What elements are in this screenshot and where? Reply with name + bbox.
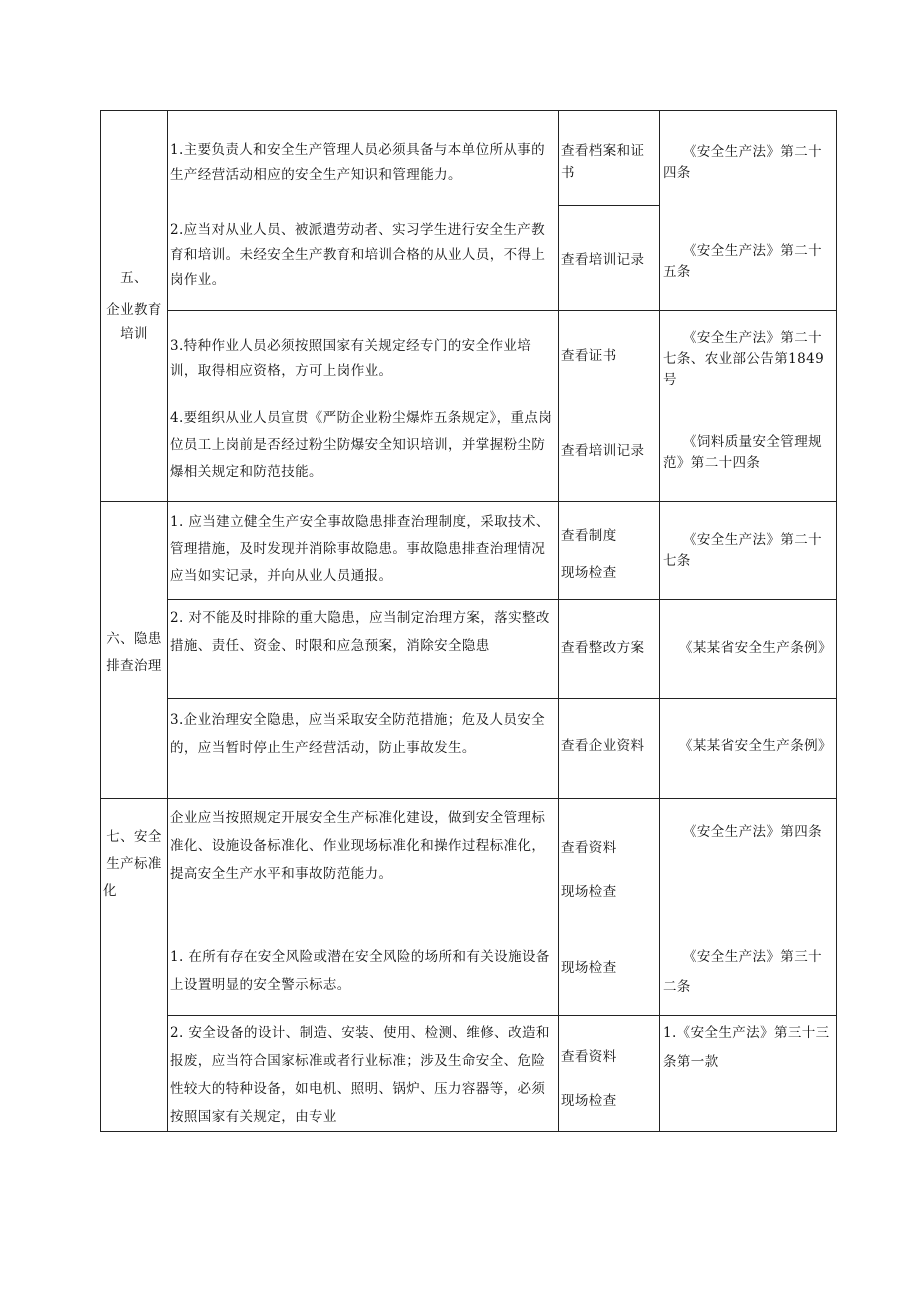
check-method-cell: 查看资料 现场检查 [561, 840, 617, 900]
section-divider [100, 501, 837, 502]
column-divider [659, 110, 660, 1132]
table-border-top [100, 110, 837, 111]
table-border-bottom [100, 1131, 837, 1132]
legal-basis-cell: 《安全生产法》第二十四条 [663, 144, 822, 181]
requirement-cell: 4.要组织从业人员宣贯《严防企业粉尘爆炸五条规定》，重点岗位员工上岗前是否经过粉尘防爆安全知识培训，并掌握粉尘防爆相关规定和防范技能。 [170, 410, 553, 480]
check-method-cell: 查看档案和证书 [561, 143, 645, 181]
legal-basis-cell: 《安全生产法》第二十七条 [663, 532, 822, 569]
column-divider [167, 110, 168, 1132]
row-divider [558, 205, 659, 206]
check-method-cell: 查看培训记录 [561, 252, 645, 268]
category-cell: 六、隐患 排查治理 [106, 631, 162, 674]
check-method-cell: 现场检查 [561, 960, 617, 976]
requirement-cell: 2.应当对从业人员、被派遣劳动者、实习学生进行安全生产教育和培训。未经安全生产教育和培训合格的从业人员，不得上岗作业。 [170, 222, 546, 288]
requirement-cell: 1. 在所有存在安全风险或潜在安全风险的场所和有关设施设备上设置明显的安全警示标志。 [170, 949, 550, 993]
row-divider [167, 698, 837, 699]
category-cell: 七、安全 生产标准 化 [103, 829, 162, 899]
legal-basis-cell: 《安全生产法》第二十七条、农业部公告第1849号 [663, 330, 825, 388]
legal-basis-cell: 《某某省安全生产条例》 [679, 738, 832, 754]
requirement-cell: 2. 安全设备的设计、制造、安装、使用、检测、维修、改造和报废，应当符合国家标准或者行业标准；涉及生命安全、危险性较大的特种设备，如电机、照明、锅炉、压力容器等，必须按照国家有关规定，由专业 [170, 1025, 550, 1125]
requirement-cell: 1. 应当建立健全生产安全事故隐患排查治理制度，采取技术、管理措施，及时发现并消除事故隐患。事故隐患排查治理情况应当如实记录，并向从业人员通报。 [170, 514, 550, 584]
requirement-cell: 2. 对不能及时排除的重大隐患，应当制定治理方案，落实整改措施、责任、资金、时限和应急预案，消除安全隐患 [170, 610, 550, 654]
row-divider [167, 310, 659, 311]
section-divider [100, 798, 837, 799]
requirement-cell: 3.企业治理安全隐患，应当采取安全防范措施；危及人员安全的，应当暂时停止生产经营活动，防止事故发生。 [170, 712, 546, 756]
column-divider [558, 110, 559, 1132]
row-divider [167, 1015, 837, 1016]
table-border-right [836, 110, 837, 1132]
legal-basis-cell: 《安全生产法》第三十二条 [663, 949, 822, 995]
category-cell: 五、 企业教育 培训 [106, 270, 162, 342]
legal-basis-cell: 《安全生产法》第二十五条 [663, 243, 822, 280]
check-method-cell: 查看整改方案 [561, 640, 645, 656]
check-method-cell: 查看资料 现场检查 [561, 1049, 617, 1109]
legal-basis-cell: 《某某省安全生产条例》 [679, 640, 832, 656]
inspection-table [100, 110, 837, 1132]
check-method-cell: 查看企业资料 [561, 738, 645, 754]
check-method-cell: 查看制度 现场检查 [561, 528, 617, 581]
legal-basis-cell: 《饲料质量安全管理规范》第二十四条 [663, 434, 822, 471]
table-border-left [100, 110, 101, 1132]
requirement-cell: 1.主要负责人和安全生产管理人员必须具备与本单位所从事的生产经营活动相应的安全生产知识和管理能力。 [170, 142, 546, 183]
row-divider [167, 599, 837, 600]
row-divider [659, 310, 837, 311]
check-method-cell: 查看证书 [561, 348, 617, 364]
requirement-cell: 企业应当按照规定开展安全生产标准化建设，做到安全管理标准化、设施设备标准化、作业现场标准化和操作过程标准化，提高安全生产水平和事故防范能力。 [170, 810, 546, 882]
requirement-cell: 3.特种作业人员必须按照国家有关规定经专门的安全作业培训，取得相应资格，方可上岗作业。 [170, 338, 532, 379]
legal-basis-cell: 《安全生产法》第四条 [683, 824, 822, 840]
legal-basis-cell: 1.《安全生产法》第三十三条第一款 [663, 1025, 830, 1070]
check-method-cell: 查看培训记录 [561, 443, 645, 459]
